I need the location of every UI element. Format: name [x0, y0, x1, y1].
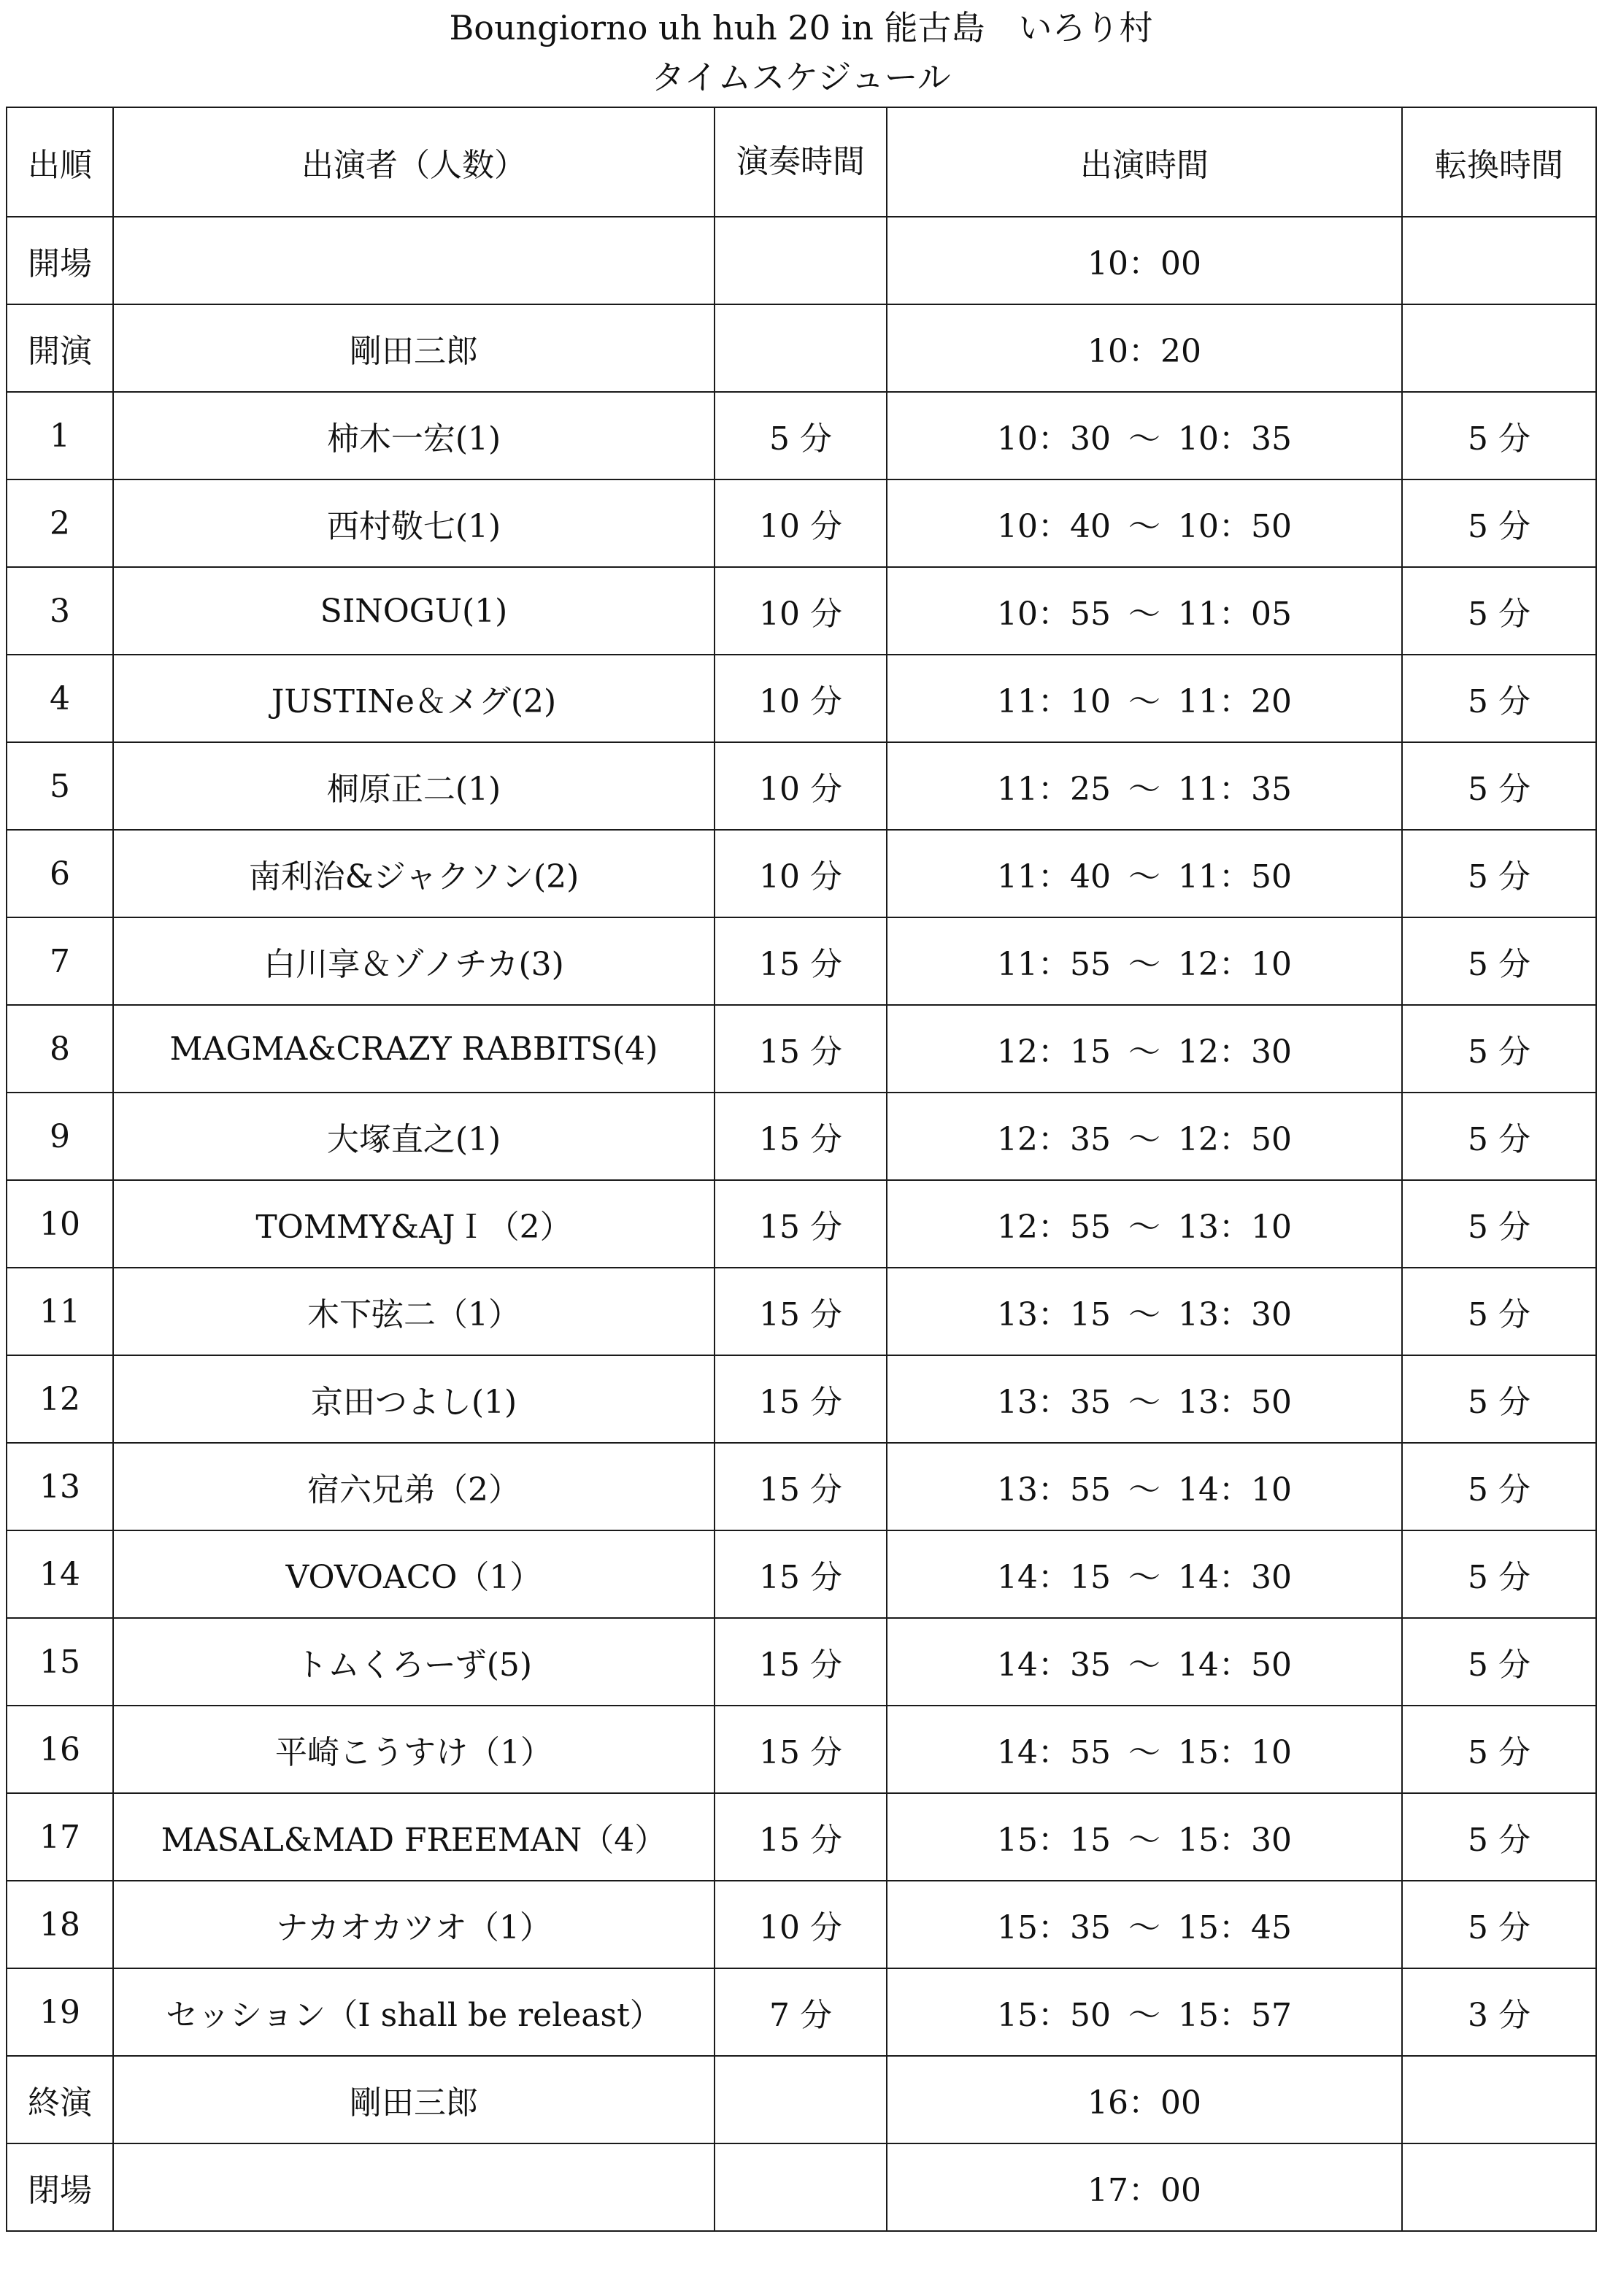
time-separator: 〜 [1128, 1033, 1160, 1071]
cell-show-time [887, 1618, 1402, 1706]
cell-performer: 大塚直之(1) [113, 1093, 715, 1180]
show-time-start: 17：00 [1087, 2172, 1201, 2209]
time-separator: 〜 [1128, 420, 1160, 458]
time-separator: 〜 [1128, 858, 1160, 895]
table-row [7, 1093, 1596, 1180]
cell-duration: 15 分 [715, 1618, 887, 1706]
show-time-end: 11：05 [1178, 596, 1292, 633]
document-title: Boungiorno uh huh 20 in 能古島 いろり村 [449, 8, 1153, 47]
cell-changeover: 5 分 [1402, 1093, 1596, 1180]
cell-changeover: 5 分 [1402, 1618, 1596, 1706]
time-separator: 〜 [1128, 946, 1160, 983]
time-separator: 〜 [1128, 1296, 1160, 1333]
cell-changeover: 5 分 [1402, 1268, 1596, 1355]
table-row [7, 2143, 1596, 2231]
show-time-end: 14：10 [1178, 1471, 1292, 1509]
show-time-start: 14：15 [997, 1559, 1111, 1596]
cell-order: 11 [7, 1268, 113, 1355]
cell-performer: ナカオカツオ（1） [113, 1881, 715, 1968]
cell-performer: JUSTINe＆メグ(2) [113, 655, 715, 742]
cell-performer [113, 2143, 715, 2231]
table-row [7, 1005, 1596, 1093]
show-time-start: 15：50 [997, 1997, 1111, 2034]
cell-duration [715, 217, 887, 304]
time-separator: 〜 [1128, 771, 1160, 808]
show-time-start: 11：55 [997, 946, 1111, 983]
show-time-end: 12：50 [1178, 1121, 1292, 1158]
cell-duration: 10 分 [715, 830, 887, 917]
time-separator: 〜 [1128, 1121, 1160, 1158]
cell-duration: 15 分 [715, 917, 887, 1005]
cell-duration: 15 分 [715, 1530, 887, 1618]
show-time-start: 15：35 [997, 1909, 1111, 1946]
cell-performer [113, 217, 715, 304]
cell-performer: 京田つよし(1) [113, 1355, 715, 1443]
cell-show-time [887, 742, 1402, 830]
cell-performer: 南利治&ジャクソン(2) [113, 830, 715, 917]
cell-changeover: 5 分 [1402, 655, 1596, 742]
time-separator: 〜 [1128, 1822, 1160, 1859]
cell-performer: トムくろーず(5) [113, 1618, 715, 1706]
header-order: 出順 [7, 107, 113, 217]
cell-changeover: 5 分 [1402, 830, 1596, 917]
cell-duration [715, 2143, 887, 2231]
cell-changeover: 5 分 [1402, 1005, 1596, 1093]
cell-order: 8 [7, 1005, 113, 1093]
cell-order: 4 [7, 655, 113, 742]
header-show-time: 出演時間 [887, 107, 1402, 217]
cell-order: 16 [7, 1706, 113, 1793]
cell-changeover: 5 分 [1402, 392, 1596, 479]
cell-performer: SINOGU(1) [113, 567, 715, 655]
cell-changeover [1402, 2143, 1596, 2231]
show-time-start: 13：35 [997, 1384, 1111, 1421]
header-performer: 出演者（人数） [113, 107, 715, 217]
cell-order: 終演 [7, 2056, 113, 2143]
cell-order: 2 [7, 479, 113, 567]
cell-order: 10 [7, 1180, 113, 1268]
show-time-start: 14：35 [997, 1646, 1111, 1684]
cell-duration: 7 分 [715, 1968, 887, 2056]
show-time-start: 12：35 [997, 1121, 1111, 1158]
cell-order: 17 [7, 1793, 113, 1881]
cell-performer: セッション（I shall be releast） [113, 1968, 715, 2056]
show-time-start: 15：15 [997, 1822, 1111, 1859]
header-duration: 演奏時間 [715, 107, 887, 217]
cell-performer: MASAL&MAD FREEMAN（4） [113, 1793, 715, 1881]
cell-duration: 5 分 [715, 392, 887, 479]
table-row [7, 2056, 1596, 2143]
table-row [7, 1881, 1596, 1968]
cell-show-time [887, 1530, 1402, 1618]
cell-duration [715, 304, 887, 392]
cell-show-time [887, 1093, 1402, 1180]
cell-show-time [887, 2143, 1402, 2231]
cell-order: 7 [7, 917, 113, 1005]
cell-performer: 平崎こうすけ（1） [113, 1706, 715, 1793]
time-separator: 〜 [1128, 1997, 1160, 2034]
cell-changeover [1402, 217, 1596, 304]
time-separator: 〜 [1128, 596, 1160, 633]
show-time-start: 10：40 [997, 508, 1111, 545]
table-row [7, 1968, 1596, 2056]
cell-changeover: 5 分 [1402, 1355, 1596, 1443]
table-row [7, 1180, 1596, 1268]
cell-performer: 木下弦二（1） [113, 1268, 715, 1355]
cell-show-time [887, 1443, 1402, 1530]
cell-changeover [1402, 304, 1596, 392]
show-time-start: 11：25 [997, 771, 1111, 808]
cell-changeover: 5 分 [1402, 1706, 1596, 1793]
cell-changeover: 5 分 [1402, 1881, 1596, 1968]
cell-order: 5 [7, 742, 113, 830]
cell-performer: 柿木一宏(1) [113, 392, 715, 479]
cell-order: 3 [7, 567, 113, 655]
cell-changeover: 5 分 [1402, 1793, 1596, 1881]
show-time-end: 15：57 [1178, 1997, 1292, 2034]
table-row [7, 1618, 1596, 1706]
show-time-end: 13：10 [1178, 1209, 1292, 1246]
document-subtitle: タイムスケジュール [651, 58, 951, 97]
cell-performer: 桐原正二(1) [113, 742, 715, 830]
show-time-end: 13：30 [1178, 1296, 1292, 1333]
table-row [7, 304, 1596, 392]
header-changeover: 転換時間 [1402, 107, 1596, 217]
show-time-end: 14：30 [1178, 1559, 1292, 1596]
show-time-end: 11：35 [1178, 771, 1292, 808]
cell-performer: 白川享＆ゾノチカ(3) [113, 917, 715, 1005]
cell-show-time [887, 830, 1402, 917]
cell-show-time [887, 655, 1402, 742]
show-time-end: 12：10 [1178, 946, 1292, 983]
table-row [7, 479, 1596, 567]
cell-changeover: 5 分 [1402, 742, 1596, 830]
cell-order: 13 [7, 1443, 113, 1530]
cell-performer: TOMMY&AJＩ（2） [113, 1180, 715, 1268]
table-row [7, 655, 1596, 742]
time-separator: 〜 [1128, 1559, 1160, 1596]
cell-changeover: 5 分 [1402, 1443, 1596, 1530]
time-separator: 〜 [1128, 1471, 1160, 1509]
cell-order: 1 [7, 392, 113, 479]
table-row [7, 1443, 1596, 1530]
show-time-end: 15：30 [1178, 1822, 1292, 1859]
cell-duration: 15 分 [715, 1093, 887, 1180]
show-time-start: 14：55 [997, 1734, 1111, 1771]
show-time-start: 10：30 [997, 420, 1111, 458]
cell-performer: 宿六兄弟（2） [113, 1443, 715, 1530]
table-row [7, 567, 1596, 655]
cell-changeover: 5 分 [1402, 479, 1596, 567]
table-row [7, 830, 1596, 917]
cell-duration: 10 分 [715, 567, 887, 655]
cell-duration: 10 分 [715, 479, 887, 567]
table-row [7, 917, 1596, 1005]
show-time-end: 14：50 [1178, 1646, 1292, 1684]
table-row [7, 1793, 1596, 1881]
show-time-end: 10：35 [1178, 420, 1292, 458]
cell-changeover: 3 分 [1402, 1968, 1596, 2056]
cell-show-time [887, 217, 1402, 304]
cell-show-time [887, 1793, 1402, 1881]
show-time-end: 10：50 [1178, 508, 1292, 545]
cell-performer: 剛田三郎 [113, 2056, 715, 2143]
cell-duration: 15 分 [715, 1005, 887, 1093]
schedule-table [6, 107, 1597, 2232]
time-separator: 〜 [1128, 1209, 1160, 1246]
cell-duration: 15 分 [715, 1355, 887, 1443]
show-time-start: 12：55 [997, 1209, 1111, 1246]
cell-order: 14 [7, 1530, 113, 1618]
cell-show-time [887, 1355, 1402, 1443]
cell-duration: 15 分 [715, 1268, 887, 1355]
show-time-start: 13：55 [997, 1471, 1111, 1509]
cell-order: 12 [7, 1355, 113, 1443]
cell-duration: 10 分 [715, 655, 887, 742]
table-row [7, 742, 1596, 830]
time-separator: 〜 [1128, 508, 1160, 545]
cell-show-time [887, 567, 1402, 655]
cell-changeover: 5 分 [1402, 917, 1596, 1005]
cell-order: 18 [7, 1881, 113, 1968]
cell-performer: 西村敬七(1) [113, 479, 715, 567]
cell-show-time [887, 1268, 1402, 1355]
time-separator: 〜 [1128, 1646, 1160, 1684]
time-separator: 〜 [1128, 683, 1160, 720]
cell-order: 開演 [7, 304, 113, 392]
show-time-start: 10：00 [1087, 245, 1201, 282]
cell-show-time [887, 2056, 1402, 2143]
show-time-start: 10：55 [997, 596, 1111, 633]
cell-show-time [887, 1881, 1402, 1968]
cell-order: 6 [7, 830, 113, 917]
cell-duration: 15 分 [715, 1180, 887, 1268]
table-row [7, 1706, 1596, 1793]
show-time-start: 13：15 [997, 1296, 1111, 1333]
show-time-end: 11：20 [1178, 683, 1292, 720]
cell-order: 開場 [7, 217, 113, 304]
show-time-start: 12：15 [997, 1033, 1111, 1071]
cell-show-time [887, 917, 1402, 1005]
cell-changeover: 5 分 [1402, 1180, 1596, 1268]
cell-order: 15 [7, 1618, 113, 1706]
cell-order: 9 [7, 1093, 113, 1180]
show-time-end: 15：10 [1178, 1734, 1292, 1771]
table-row [7, 1268, 1596, 1355]
table-row [7, 392, 1596, 479]
table-row [7, 217, 1596, 304]
cell-show-time [887, 1180, 1402, 1268]
time-separator: 〜 [1128, 1909, 1160, 1946]
cell-performer: MAGMA&CRAZY RABBITS(4) [113, 1005, 715, 1093]
cell-duration: 15 分 [715, 1443, 887, 1530]
cell-performer: 剛田三郎 [113, 304, 715, 392]
cell-changeover: 5 分 [1402, 1530, 1596, 1618]
show-time-end: 12：30 [1178, 1033, 1292, 1071]
cell-order: 閉場 [7, 2143, 113, 2231]
time-separator: 〜 [1128, 1734, 1160, 1771]
cell-changeover: 5 分 [1402, 567, 1596, 655]
show-time-end: 13：50 [1178, 1384, 1292, 1421]
cell-show-time [887, 1706, 1402, 1793]
cell-order: 19 [7, 1968, 113, 2056]
cell-duration: 10 分 [715, 742, 887, 830]
table-row [7, 1530, 1596, 1618]
cell-show-time [887, 479, 1402, 567]
cell-show-time [887, 1968, 1402, 2056]
cell-duration [715, 2056, 887, 2143]
show-time-start: 11：40 [997, 858, 1111, 895]
table-row [7, 1355, 1596, 1443]
cell-changeover [1402, 2056, 1596, 2143]
show-time-start: 11：10 [997, 683, 1111, 720]
time-separator: 〜 [1128, 1384, 1160, 1421]
show-time-end: 15：45 [1178, 1909, 1292, 1946]
show-time-start: 10：20 [1087, 333, 1201, 370]
table-header-row [7, 107, 1596, 217]
cell-show-time [887, 1005, 1402, 1093]
cell-performer: VOVOACO（1） [113, 1530, 715, 1618]
cell-show-time [887, 304, 1402, 392]
show-time-start: 16：00 [1087, 2084, 1201, 2122]
cell-duration: 15 分 [715, 1793, 887, 1881]
cell-show-time [887, 392, 1402, 479]
cell-duration: 15 分 [715, 1706, 887, 1793]
cell-duration: 10 分 [715, 1881, 887, 1968]
show-time-end: 11：50 [1178, 858, 1292, 895]
